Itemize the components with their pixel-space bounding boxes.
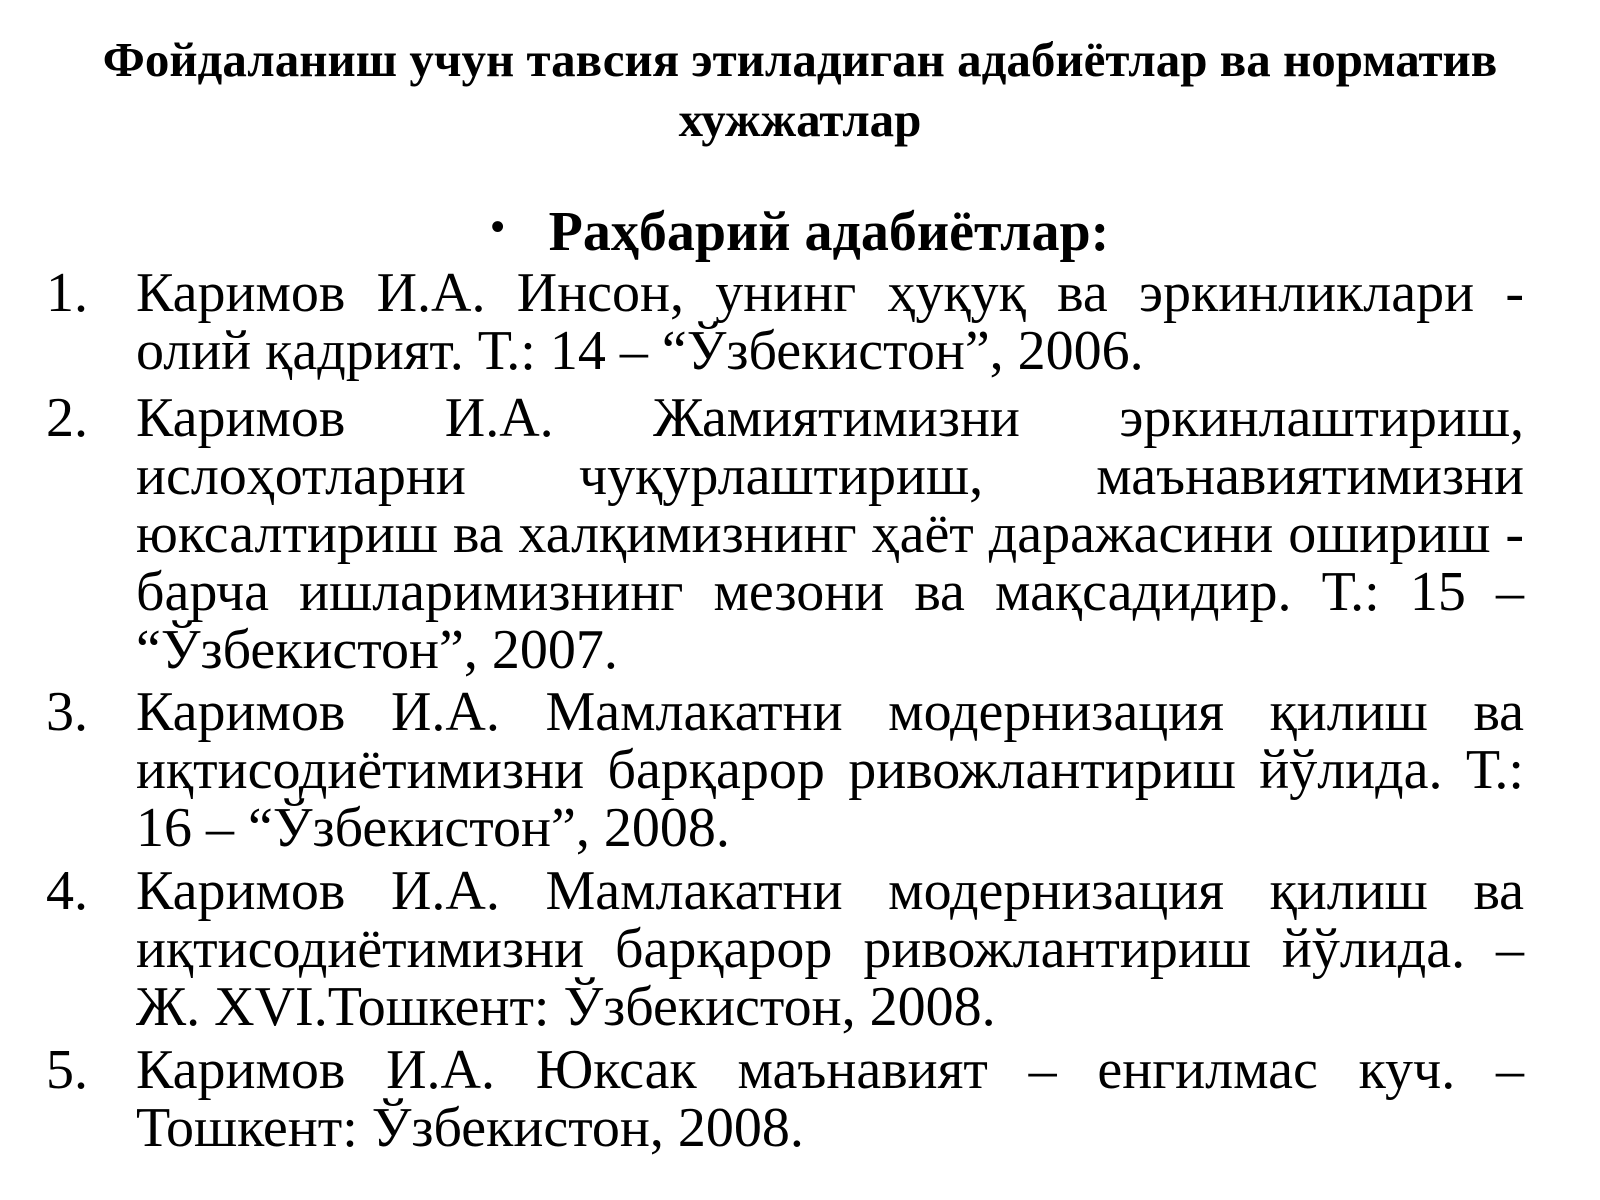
- bullet-dot-icon: •: [490, 204, 505, 249]
- reference-number: 2.: [46, 387, 88, 449]
- reference-text: Каримов И.А. Мамлакатни модернизация қилиш ва иқтисодиётимизни барқарор ривожлантириш йўлида. – Ж. XVI.Тошкент: Ўзбекистон, 2008.: [136, 860, 1524, 1038]
- slide-title: Фойдаланиш учун тавсия этиладиган адабиётлар ва норматив хужжатлар: [102, 32, 1498, 147]
- reference-text: Каримов И.А. Юксак маънавият – енгилмас куч. – Тошкент: Ўзбекистон, 2008.: [136, 1039, 1524, 1159]
- subheading: [0, 195, 1600, 264]
- reference-number: 4.: [46, 860, 88, 922]
- reference-text: Каримов И.А. Инсон, унинг ҳуқуқ ва эркинликлари - олий қадрият. Т.: 14 – “Ўзбекистон”, 2006.: [136, 262, 1524, 382]
- reference-number: 3.: [46, 681, 88, 743]
- subheading-label: Раҳбарий адабиётлар:: [548, 201, 1110, 263]
- reference-number: 5.: [46, 1039, 88, 1101]
- reference-text: Каримов И.А. Жамиятимизни эркинлаштириш, ислоҳотларни чуқурлаштириш, маънавиятимизни юксалтириш ва халқимизнинг ҳаёт даражасини ошириш - барча ишларимизнинг мезони ва мақсадидир. Т.: 15 – “Ўзбекистон”, 2007.: [136, 387, 1524, 681]
- reference-number: 1.: [46, 262, 88, 324]
- reference-text: Каримов И.А. Мамлакатни модернизация қилиш ва иқтисодиётимизни барқарор ривожлантириш йўлида. Т.: 16 – “Ўзбекистон”, 2008.: [136, 681, 1524, 859]
